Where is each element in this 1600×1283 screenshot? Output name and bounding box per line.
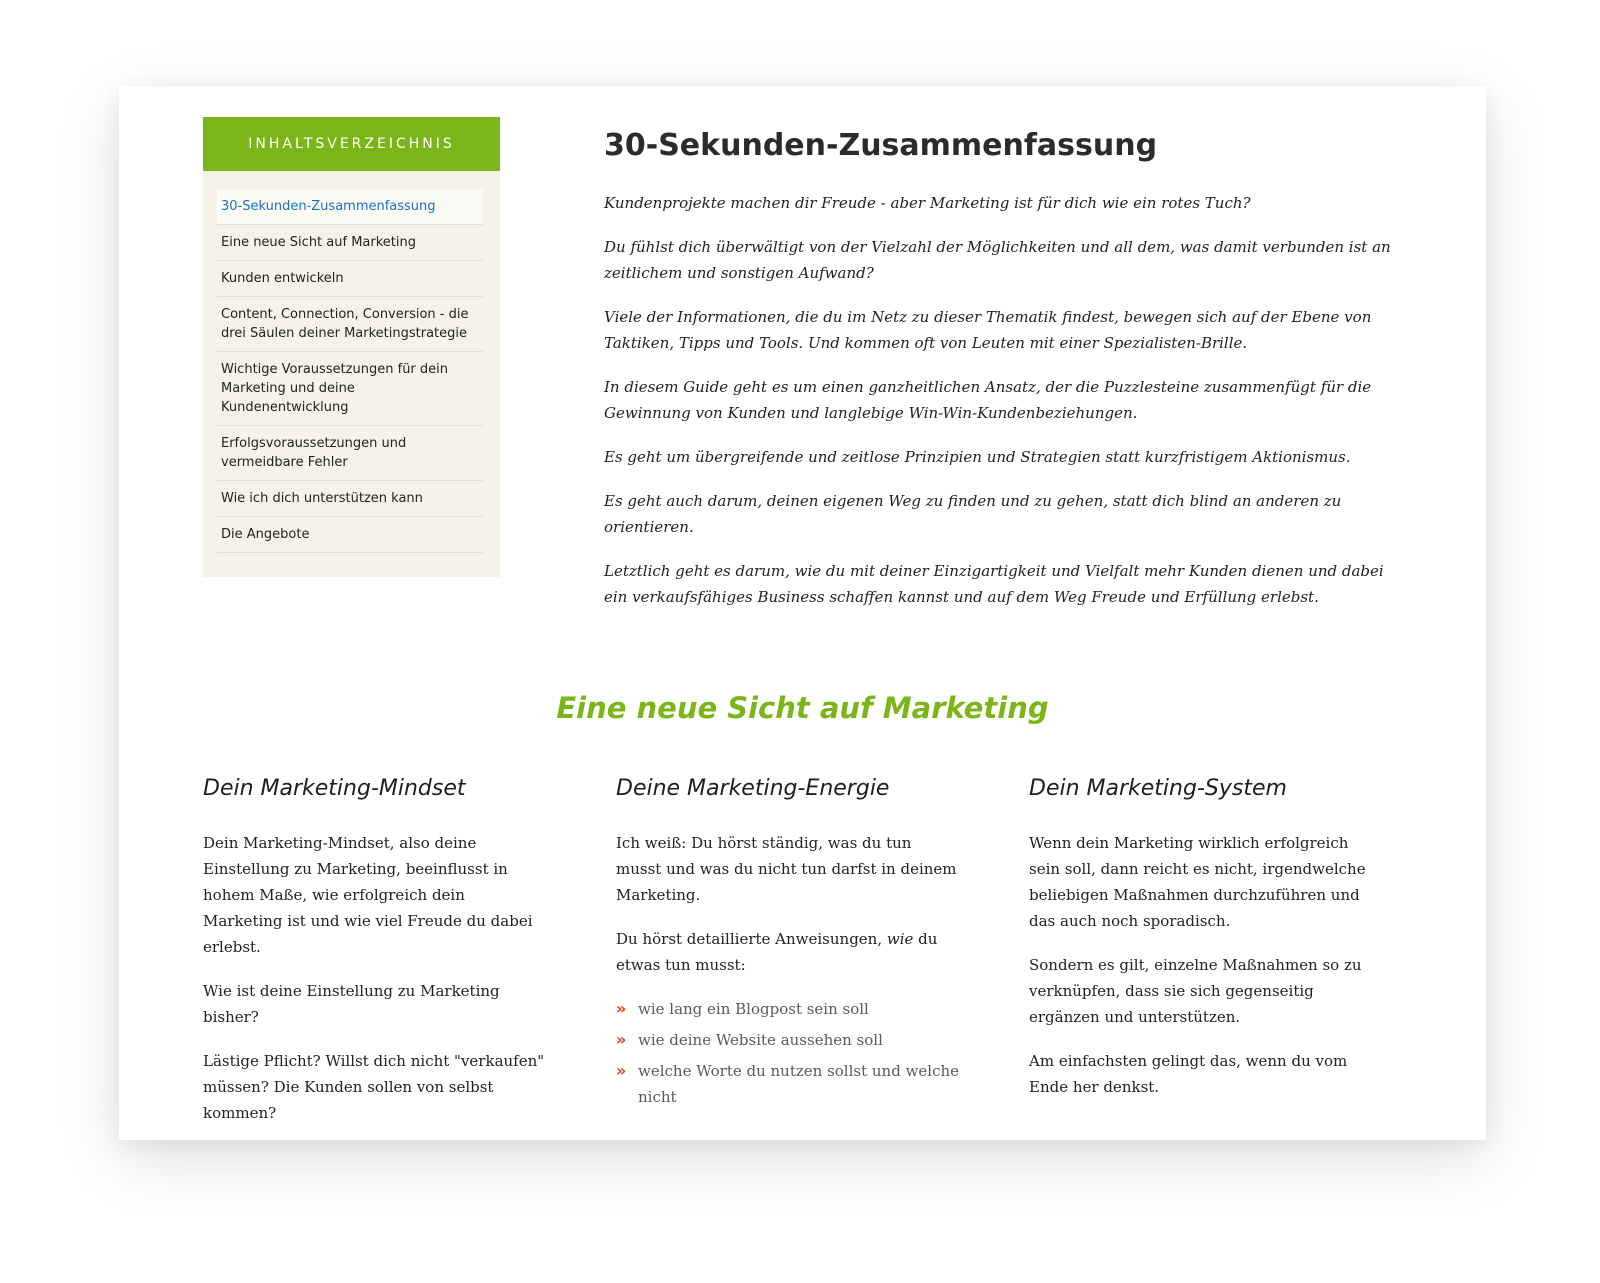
list-item [616,1027,961,1053]
summary-paragraph: Du fühlst dich überwältigt von der Vielzahl der Möglichkeiten und all dem, was damit verbunden ist an zeitlichem und sonstigen Aufwand? [604,238,1391,282]
column-system [1029,774,1374,1118]
summary-paragraph: Kundenprojekte machen dir Freude - aber Marketing ist für dich wie ein rotes Tuch? [604,194,1251,212]
list-item [616,1058,961,1110]
double-chevron-icon: » [616,1061,627,1080]
toc-item-neue-sicht[interactable]: Eine neue Sicht auf Marketing [217,225,483,261]
summary-paragraph: Es geht auch darum, deinen eigenen Weg zu finden und zu gehen, statt dich blind an anderen zu orientieren. [604,492,1342,536]
column-paragraph: Wenn dein Marketing wirklich erfolgreich sein soll, dann reicht es nicht, irgendwelche beliebigen Maßnahmen durchzuführen und das auch noch sporadisch. [1029,834,1366,930]
toc-list [203,171,500,553]
list-item-text: wie lang ein Blogpost sein soll [638,1000,869,1018]
toc-item-voraussetzungen[interactable]: Wichtige Voraussetzungen für dein Marketing und deine Kundenentwicklung [217,352,483,426]
list-item [616,996,961,1022]
summary-title: 30-Sekunden-Zusammenfassung [604,128,1158,163]
column-paragraph: Ich weiß: Du hörst ständig, was du tun musst und was du nicht tun darfst in deinem Marketing. [616,834,957,904]
double-chevron-icon: » [616,1030,627,1049]
column-paragraph: Dein Marketing-Mindset, also deine Einstellung zu Marketing, beeinflusst in hohem Maße, wie erfolgreich dein Marketing ist und wie viel Freude du dabei erlebst. [203,834,533,956]
column-paragraph: Lästige Pflicht? Willst dich nicht "verkaufen" müssen? Die Kunden sollen von selbst kommen? [203,1052,545,1122]
summary-paragraph: In diesem Guide geht es um einen ganzheitlichen Ansatz, der die Puzzlesteine zusammenfügt für die Gewinnung von Kunden und langlebige Win-Win-Kundenbeziehungen. [604,378,1372,422]
paragraph-text: du etwas tun musst: [616,930,938,974]
summary-paragraph: Es geht um übergreifende und zeitlose Prinzipien und Strategien statt kurzfristigem Aktionismus. [604,448,1351,466]
column-title: Deine Marketing-Energie [616,776,890,801]
summary-paragraph: Viele der Informationen, die du im Netz zu dieser Thematik findest, bewegen sich auf der Ebene von Taktiken, Tipps und Tools. Und kommen oft von Leuten mit einer Spezialisten-Brille. [604,308,1372,352]
column-title: Dein Marketing-System [1029,776,1287,801]
column-title: Dein Marketing-Mindset [203,776,466,801]
toc-item-kunden-entwickeln[interactable]: Kunden entwickeln [217,261,483,297]
section-title: Eine neue Sicht auf Marketing [556,691,1049,726]
toc-item-erfolgsvoraussetzungen[interactable]: Erfolgsvoraussetzungen und vermeidbare Fehler [217,426,483,481]
double-chevron-icon: » [616,999,627,1018]
toc-item-zusammenfassung[interactable]: 30-Sekunden-Zusammenfassung [217,189,483,225]
table-of-contents [203,117,500,577]
content-card [119,86,1486,1140]
toc-item-unterstuetzen[interactable]: Wie ich dich unterstützen kann [217,481,483,517]
summary-paragraph: Letztlich geht es darum, wie du mit deiner Einzigartigkeit und Vielfalt mehr Kunden dienen und dabei ein verkaufsfähiges Business schaffen kannst und auf dem Weg Freude und Erfüllung erlebst. [604,562,1384,606]
paragraph-text: Du hörst detaillierte Anweisungen, [616,930,887,948]
emphasis-text: wie [886,930,914,948]
list-item-text: welche Worte du nutzen sollst und welche nicht [638,1062,960,1106]
column-paragraph: Sondern es gilt, einzelne Maßnahmen so zu verknüpfen, dass sie sich gegenseitig ergänzen und unterstützen. [1029,956,1362,1026]
column-paragraph [616,926,961,978]
toc-title: INHALTSVERZEICHNIS [203,117,500,171]
bullet-list [616,996,961,1110]
toc-item-angebote[interactable]: Die Angebote [217,517,483,553]
column-paragraph: Wie ist deine Einstellung zu Marketing bisher? [203,982,500,1026]
summary-section [604,126,1394,628]
toc-item-drei-saeulen[interactable]: Content, Connection, Conversion - die drei Säulen deiner Marketingstrategie [217,297,483,352]
column-paragraph: Am einfachsten gelingt das, wenn du vom Ende her denkst. [1029,1052,1348,1096]
column-mindset [203,774,548,1144]
column-energie [616,774,961,1115]
list-item-text: wie deine Website aussehen soll [638,1031,883,1049]
